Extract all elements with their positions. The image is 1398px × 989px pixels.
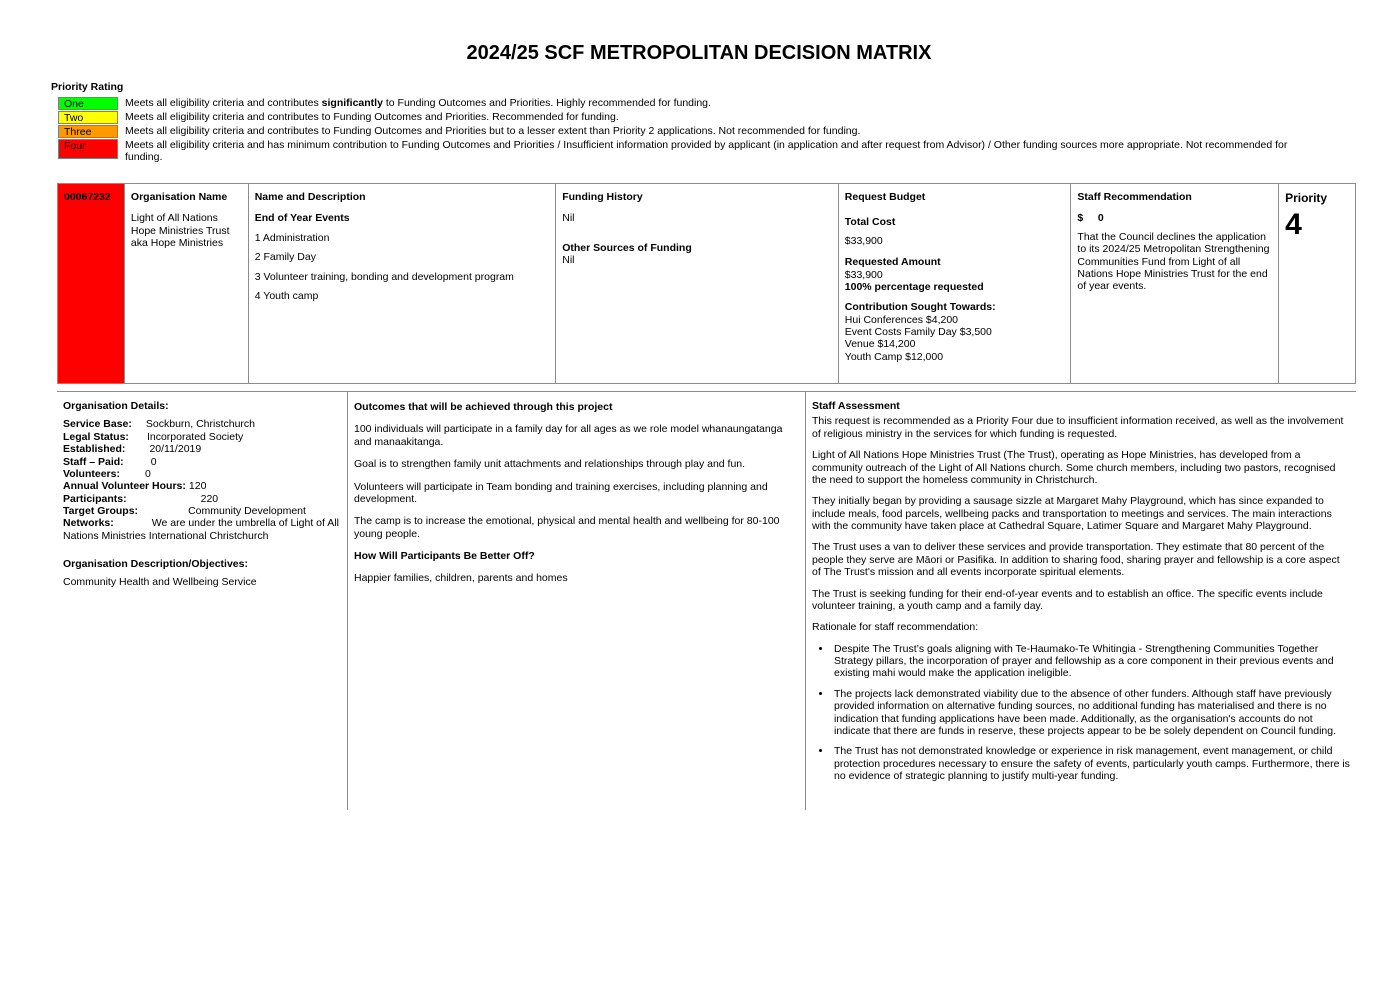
detail-row (63, 418, 341, 430)
funding-history-value: Nil (562, 212, 575, 225)
outcome-paragraph: Volunteers will participate in Team bonding and training exercises, including planning and development. (354, 480, 768, 505)
requested-amount-value: $33,900 (844, 268, 883, 281)
legend-text-three: Meets all eligibility criteria and contributes to Funding Outcomes and Priorities but to a lesser extent than Priority 2 applications. Not recommended for funding. (125, 125, 861, 137)
staff-recommendation-text: That the Council declines the application to its 2024/25 Metropolitan Strengthening Communities Fund from Light of all Nations Hope Ministries Trust for the end of year events. (1077, 230, 1270, 293)
percentage-requested: 100% percentage requested (844, 280, 984, 293)
legend-title: Priority Rating (51, 81, 124, 93)
other-sources-value: Nil (562, 254, 575, 267)
application-id-cell (58, 184, 125, 383)
total-cost-value: $33,900 (844, 234, 883, 247)
organisation-name: Light of All Nations Hope Ministries Trust aka Hope Ministries (130, 212, 230, 250)
outcome-paragraph: Goal is to strengthen family unit attachments and relationships through play and fun. (354, 458, 746, 471)
detail-row (63, 480, 341, 492)
organisation-name-cell (125, 184, 249, 383)
organisation-details-header: Organisation Details: (63, 400, 169, 412)
legend-text-two: Meets all eligibility criteria and contributes to Funding Outcomes and Priorities. Recommended for funding. (125, 111, 619, 123)
detail-row (63, 431, 341, 443)
organisation-description-value: Community Health and Wellbeing Service (63, 575, 257, 588)
detail-row (63, 493, 341, 505)
detail-label: Established: (63, 443, 126, 456)
outcome-paragraph: The camp is to increase the emotional, physical and mental health and wellbeing for 80-100 young people. (354, 515, 780, 540)
staff-assessment-header: Staff Assessment (812, 400, 900, 412)
rationale-label: Rationale for staff recommendation: (812, 621, 979, 634)
rationale-item: • Despite The Trust’s goals aligning with Te-Haumako-Te Whitingia - Strengthening Communities Together Strategy pillars, the incorporation of prayer and fellowship as a core component in their previous events and existing mahi would make the application ineligible. (832, 643, 1350, 680)
staff-recommendation-cell (1071, 184, 1279, 383)
assessment-paragraph: The Trust uses a van to deliver these services and provide transportation. They estimate that 80 percent of the people they serve are Māori or Pasifika. In addition to sharing food, sharing prayer and fellowship is a core aspect of The Trust's mission and all events incorporate spiritual elements. (812, 541, 1340, 579)
legend-row-two (58, 111, 1318, 124)
detail-value: Community Development (188, 505, 306, 517)
outcomes-column (348, 392, 806, 810)
outcomes-header: Outcomes that will be achieved through this project (354, 401, 613, 413)
detail-label: Service Base: (63, 418, 132, 431)
staff-assessment-column (806, 392, 1356, 810)
organisation-details-column (57, 392, 348, 810)
outcome-paragraph: 100 individuals will participate in a family day for all ages as we role model whanaungatanga and manaakitanga. (354, 423, 783, 448)
assessment-paragraph: They initially began by providing a sausage sizzle at Margaret Mahy Playground, which has since expanded to include meals, food parcels, wellbeing packs and transportation to meetings and services. The main interactions with the community have taken place at Cathedral Square, Latimer Square and Margaret Mahy Playground. (812, 495, 1332, 532)
detail-row (63, 443, 341, 455)
priority-legend (58, 97, 1318, 165)
staff-recommendation-header: Staff Recommendation (1077, 191, 1192, 203)
project-title: End of Year Events (254, 212, 350, 225)
other-sources-label: Other Sources of Funding (562, 241, 692, 254)
legend-text-one-post: to Funding Outcomes and Priorities. Highly recommended for funding. (382, 97, 711, 109)
rationale-item: • The Trust has not demonstrated knowledge or experience in risk management, event management, or child protection procedures necessary to ensure the safety of events, particularly youth camps. Furthermore, there is no evidence of strategic planning to justify multi-year funding. (832, 745, 1350, 782)
request-budget-header: Request Budget (844, 191, 926, 203)
detail-value: Incorporated Society (146, 430, 244, 443)
networks-value: We are under the umbrella of Light of All Nations Ministries International Christchurch (63, 517, 339, 542)
detail-label: Participants: (63, 492, 127, 505)
assessment-paragraph: The Trust is seeking funding for their end-of-year events and to establish an office. The specific events include volunteer training, a youth camp and a family day. (812, 587, 1323, 612)
better-off-header: How Will Participants Be Better Off? (354, 550, 535, 562)
project-item: 4 Youth camp (254, 289, 319, 302)
legend-text-four: Meets all eligibility criteria and has minimum contribution to Funding Outcomes and Priorities / Insufficient information provided by applicant (in application and after request from Advisor) / Other funding sources more appropriate. Not recommended for funding. (125, 139, 1288, 164)
rationale-list (812, 643, 1350, 783)
detail-value: Sockburn, Christchurch (145, 418, 256, 431)
detail-value: 0 (144, 467, 151, 480)
swatch-two: Two (58, 111, 118, 124)
detail-value: 220 (200, 492, 219, 505)
project-item: 1 Administration (254, 231, 330, 244)
detail-value: 120 (188, 480, 207, 493)
detail-row (63, 468, 341, 480)
swatch-four: Four (58, 139, 118, 159)
detail-label: Legal Status: (63, 430, 129, 443)
legend-row-three (58, 125, 1318, 138)
rationale-item: • The projects lack demonstrated viability due to the absence of other funders. Although staff have previously provided information on alternative funding sources, no additional funding has materialised and there is no indication that funding applications have been made. Additionally, as the organisation's accounts do not indicate that there are funds in reserve, these projects appear to be be solely dependent on Council funding. (832, 688, 1350, 738)
contribution-item: Event Costs Family Day $3,500 (844, 326, 992, 338)
assessment-paragraph: Light of All Nations Hope Ministries Trust (The Trust), operating as Hope Ministries, has developed from a community outreach of the Light of All Nations church. Some church members, including two pastors, recognised the need to support the homeless community in Christchurch. (812, 449, 1336, 486)
application-id: 00067232 (64, 191, 111, 203)
detail-row (63, 456, 341, 468)
staff-recommended-amount: $ 0 (1077, 212, 1104, 225)
project-item: 2 Family Day (254, 251, 316, 264)
legend-text-one-bold: significantly (321, 97, 383, 109)
contribution-item: Venue $14,200 (844, 338, 916, 351)
request-budget-cell (839, 184, 1072, 383)
priority-value: 4 (1285, 208, 1302, 242)
detail-row (63, 505, 341, 517)
priority-cell (1279, 184, 1355, 383)
legend-text-one-pre: Meets all eligibility criteria and contributes (125, 97, 322, 109)
requested-amount-label: Requested Amount (844, 256, 941, 269)
swatch-three: Three (58, 125, 118, 138)
funding-history-cell (556, 184, 839, 383)
detail-value: 20/11/2019 (149, 443, 202, 456)
priority-header: Priority (1285, 191, 1328, 205)
project-item: 3 Volunteer training, bonding and development program (254, 270, 514, 283)
detail-row-networks (63, 517, 341, 542)
organisation-name-header: Organisation Name (130, 191, 228, 203)
name-description-header: Name and Description (254, 191, 366, 203)
organisation-description-header: Organisation Description/Objectives: (63, 558, 248, 571)
legend-row-one (58, 97, 1318, 110)
detail-value: 0 (150, 455, 157, 468)
detail-label: Staff – Paid: (63, 455, 124, 468)
contribution-label: Contribution Sought Towards: (844, 301, 996, 314)
legend-text-one (125, 97, 1318, 109)
contribution-item: Youth Camp $12,000 (844, 350, 944, 363)
detail-label: Annual Volunteer Hours: (63, 480, 186, 493)
networks-label: Networks: (63, 517, 114, 530)
better-off-value: Happier families, children, parents and homes (354, 572, 568, 585)
total-cost-label: Total Cost (844, 216, 896, 229)
page-title: 2024/25 SCF METROPOLITAN DECISION MATRIX (466, 42, 932, 64)
legend-row-four (58, 139, 1318, 164)
contribution-item: Hui Conferences $4,200 (844, 313, 959, 326)
detail-label: Volunteers: (63, 467, 120, 480)
assessment-paragraph: This request is recommended as a Priority Four due to insufficient information received, as well as the involvement of religious ministry in the services for which funding is requested. (812, 415, 1344, 440)
detail-section (57, 391, 1356, 810)
swatch-one: One (58, 97, 118, 110)
application-summary-table (57, 183, 1356, 384)
funding-history-header: Funding History (562, 191, 643, 203)
detail-label: Target Groups: (63, 505, 139, 517)
name-description-cell (249, 184, 557, 383)
